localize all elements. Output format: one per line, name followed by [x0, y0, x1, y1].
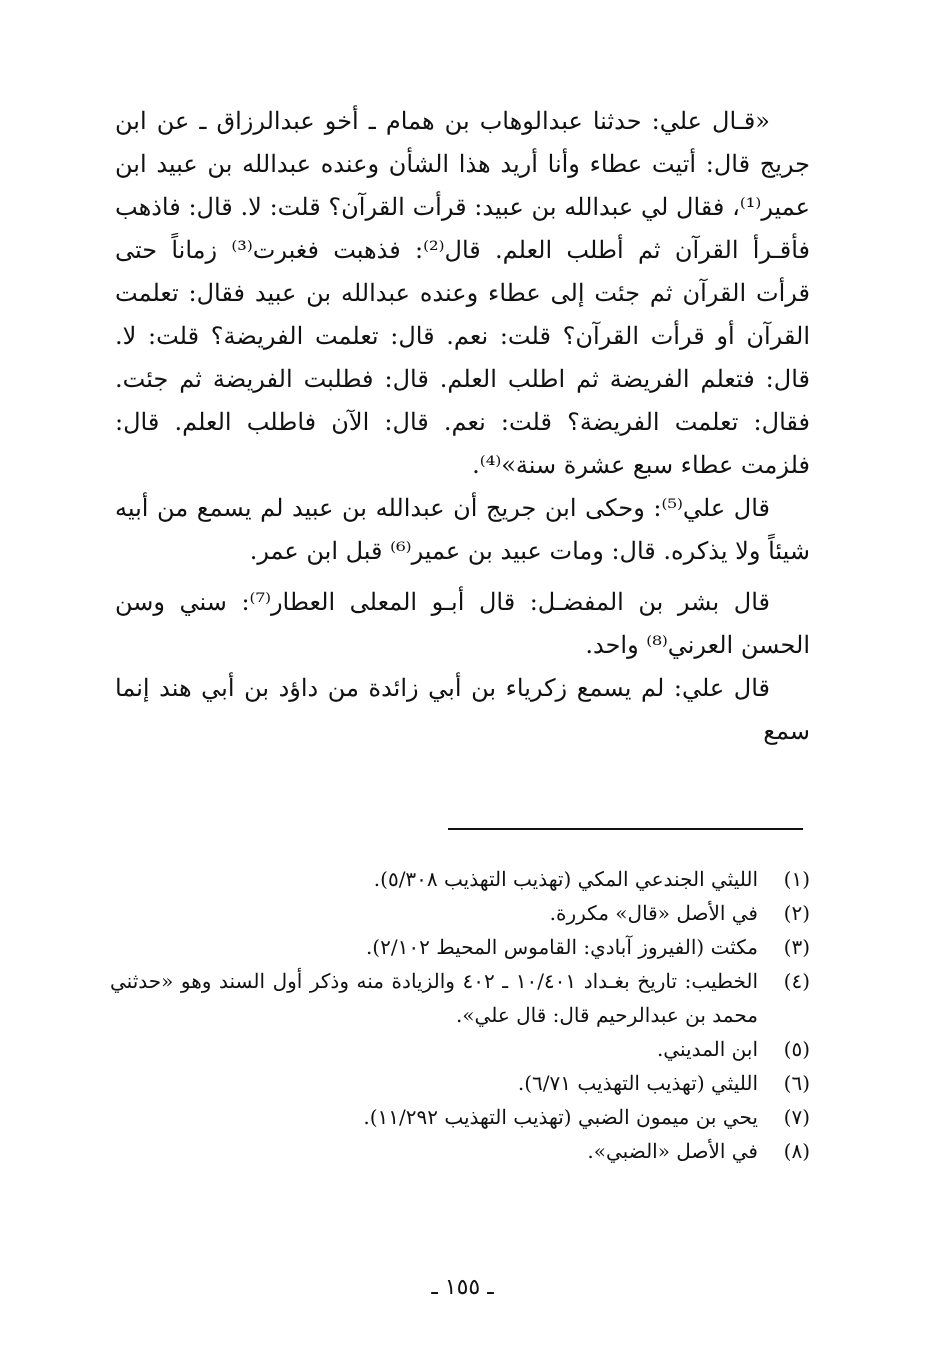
footnote-number: (٥) — [783, 1037, 810, 1061]
footnote-text: في الأصل «الضبي». — [587, 1139, 758, 1163]
footnote-number: (٤) — [783, 969, 810, 993]
footnote-7 — [110, 1100, 810, 1134]
footnote-separator — [448, 828, 803, 830]
footnote-number: (٦) — [783, 1071, 810, 1095]
footnote-text: الخطيب: تاريخ بغـداد ١٠/٤٠١ ـ ٤٠٢ والزيادة منه وذكر أول السند وهو «حدثني محمد بن عبدالرحيم قال: قال علي». — [110, 969, 759, 1027]
footnote-5 — [110, 1032, 810, 1066]
footnote-1 — [110, 862, 810, 896]
footnote-text: الليثي الجندعي المكي (تهذيب التهذيب ٥/٣٠٨). — [373, 867, 758, 891]
footnote-text: ابن المديني. — [656, 1037, 758, 1061]
main-text-body — [115, 100, 810, 753]
footnotes-list — [110, 862, 810, 1168]
footnote-text: الليثي (تهذيب التهذيب ٦/٧١). — [517, 1071, 758, 1095]
footnote-number: (٢) — [783, 901, 810, 925]
footnote-text: يحي بن ميمون الضبي (تهذيب التهذيب ١١/٢٩٢). — [363, 1105, 758, 1129]
footnote-number: (٨) — [783, 1139, 810, 1163]
footnote-3 — [110, 930, 810, 964]
footnote-number: (١) — [783, 867, 810, 891]
footnote-text: في الأصل «قال» مكررة. — [549, 901, 758, 925]
paragraph-ali-ibn-jurayj: قال علي⁽⁵⁾: وحكى ابن جريج أن عبدالله بن عبيد لم يسمع من أبيه شيئاً ولا يذكره. قال: ومات عبيد بن عمير⁽⁶⁾ قبل ابن عمر. — [115, 494, 810, 565]
footnote-6 — [110, 1066, 810, 1100]
paragraph-ibn-jurayj-ata: «قـال علي: حدثنا عبدالوهاب بن همام ـ أخو عبدالرزاق ـ عن ابن جريج قال: أتيت عطاء وأنا أريد هذا الشأن وعنده عبدالله بن عبيد ابن عمير⁽¹⁾، فقال لي عبدالله بن عبيد: قرأت القرآن؟ قلت: لا. قال: فاذهب فأقـرأ القرآن ثم أطلب العلم. قال⁽²⁾: فذهبت فغبرت⁽³⁾ زماناً حتى قرأت القرآن ثم جئت إلى عطاء وعنده عبدالله بن عبيد فقال: تعلمت القرآن أو قرأت القرآن؟ قلت: نعم. قال: تعلمت الفريضة؟ قلت: لا. قال: فتعلم الفريضة ثم اطلب العلم. قال: فطلبت الفريضة ثم جئت. فقال: تعلمت الفريضة؟ قلت: نعم. قال: الآن فاطلب العلم. قال: فلزمت عطاء سبع عشرة سنة»⁽⁴⁾. — [115, 107, 811, 479]
page-number: ـ ١٥٥ ـ — [431, 1275, 494, 1300]
paragraph-bishr-ibn-mufaddal: قال بشر بن المفضـل: قال أبـو المعلى العطار⁽⁷⁾: سني وسن الحسن العرني⁽⁸⁾ واحد. — [115, 588, 810, 659]
footnote-number: (٧) — [783, 1105, 810, 1129]
footnote-text: مكثت (الفيروز آبادي: القاموس المحيط ٢/١٠٢). — [365, 935, 758, 959]
paragraph-ali-zakariya: قال علي: لم يسمع زكرياء بن أبي زائدة من داؤد بن أبي هند إنما سمع — [115, 674, 810, 745]
footnote-2 — [110, 896, 810, 930]
footnote-8 — [110, 1134, 810, 1168]
footnote-4 — [110, 964, 810, 1032]
footnote-number: (٣) — [783, 935, 810, 959]
